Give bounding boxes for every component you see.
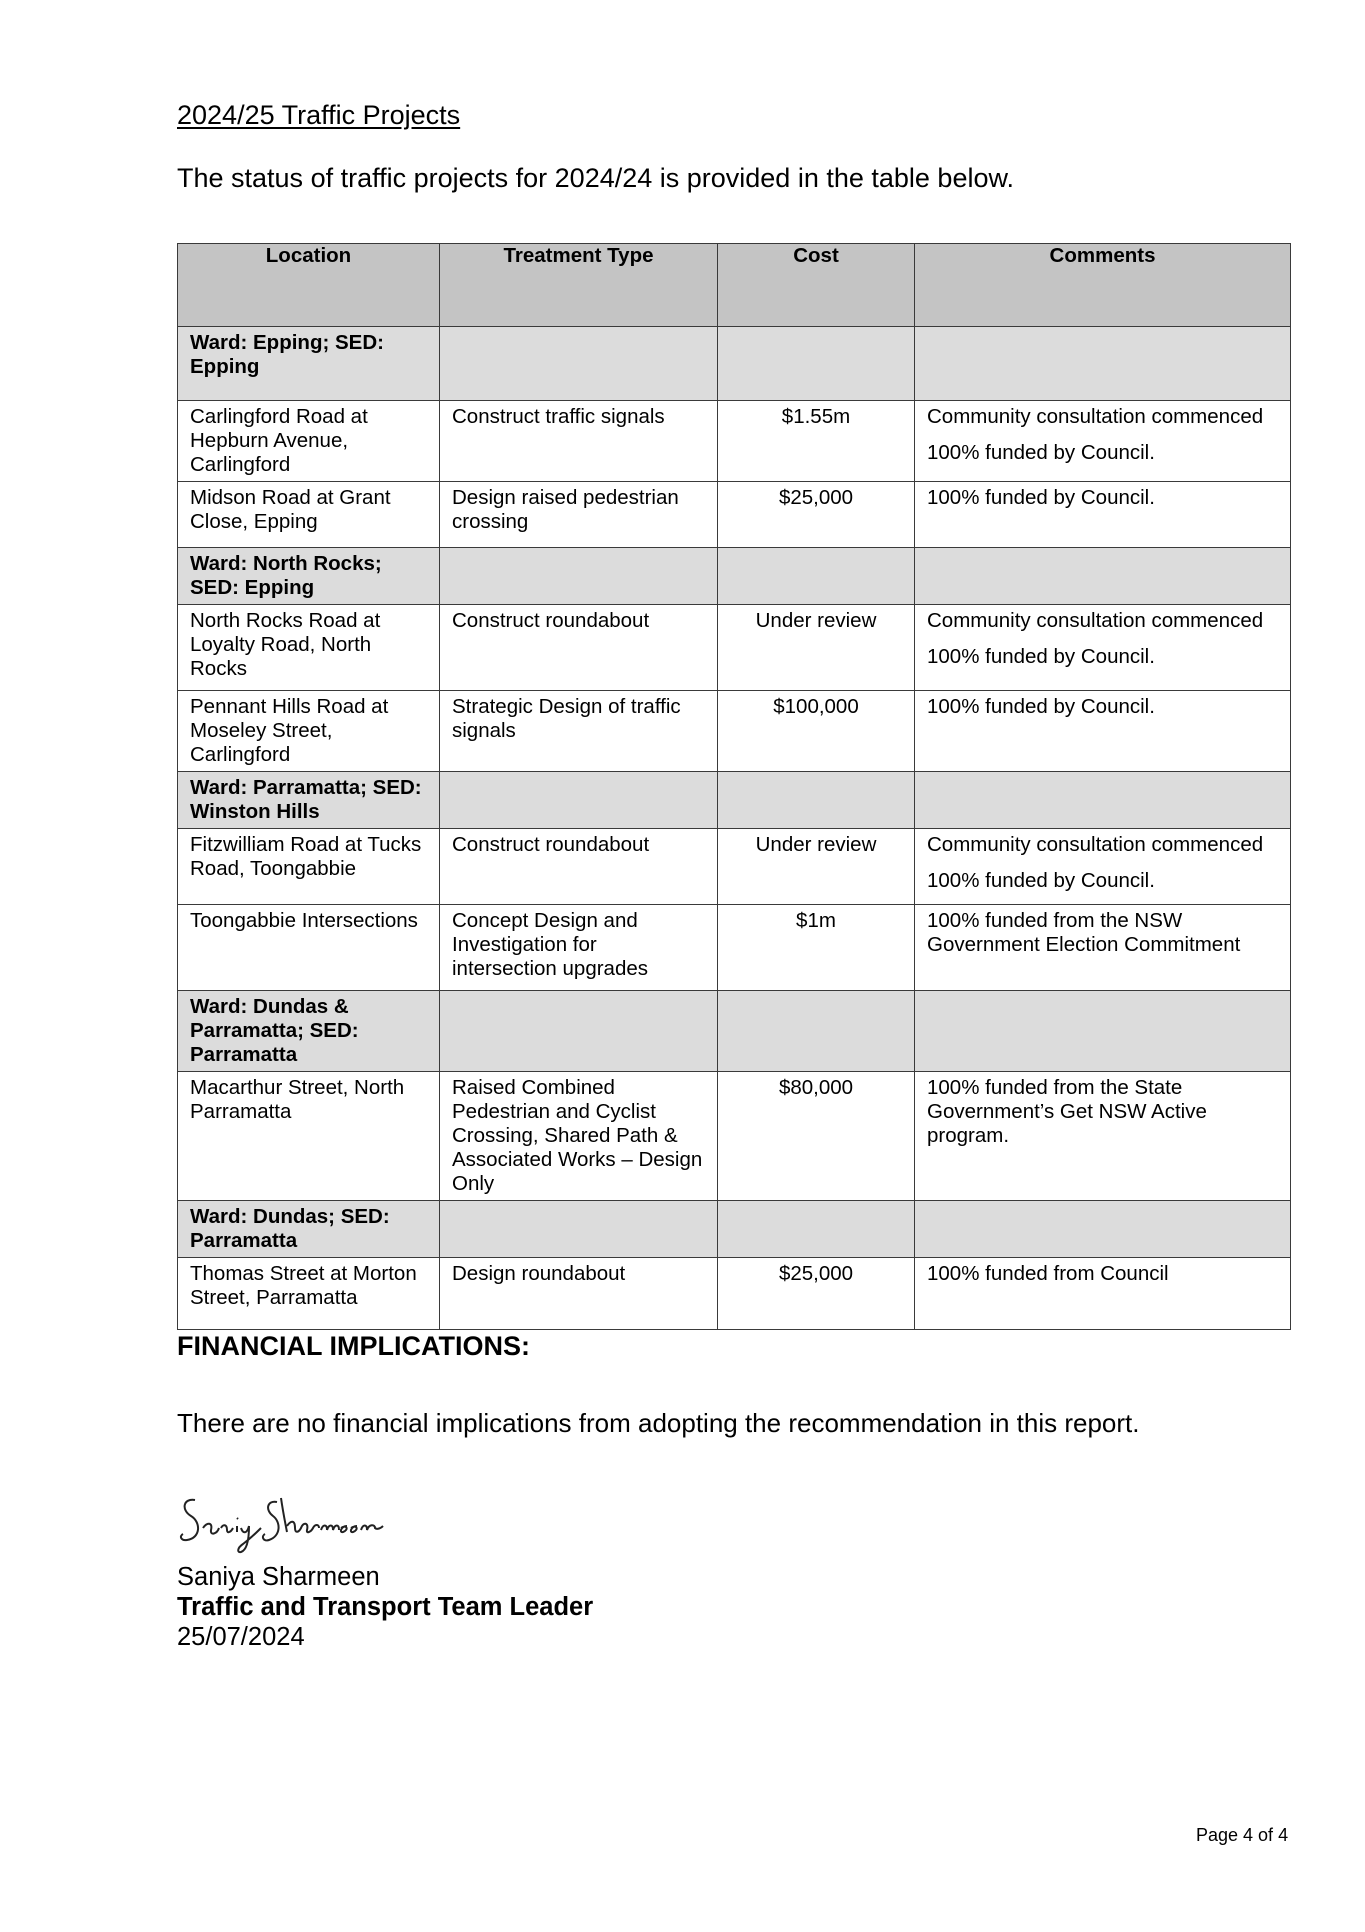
ward-row	[178, 991, 1291, 1072]
cell-cost: Under review	[718, 829, 915, 905]
cell-cost: $1.55m	[718, 401, 915, 482]
cell-comments	[915, 401, 1291, 482]
cell-cost: Under review	[718, 605, 915, 691]
ward-row	[178, 327, 1291, 401]
cell-location: North Rocks Road at Loyalty Road, North Rocks	[178, 605, 440, 691]
cell-treatment: Design raised pedestrian crossing	[440, 482, 718, 548]
comment-line: 100% funded from Council	[927, 1262, 1169, 1285]
signatory-title: Traffic and Transport Team Leader	[177, 1593, 594, 1621]
comment-line: 100% funded by Council.	[927, 695, 1155, 718]
comment-line: Community consultation commenced	[927, 609, 1264, 632]
ward-label: Ward: Dundas; SED: Parramatta	[178, 1201, 440, 1258]
cell-location: Thomas Street at Morton Street, Parramatta	[178, 1258, 440, 1330]
cell-comments	[915, 829, 1291, 905]
header-comments: Comments	[915, 244, 1291, 327]
ward-label: Ward: North Rocks; SED: Epping	[178, 548, 440, 605]
comment-line: 100% funded from the State Government’s Get NSW Active program.	[927, 1076, 1207, 1147]
table-row	[178, 905, 1291, 991]
signoff-date: 25/07/2024	[177, 1623, 305, 1651]
ward-label: Ward: Dundas & Parramatta; SED: Parramatta	[178, 991, 440, 1072]
cell-location: Fitzwilliam Road at Tucks Road, Toongabbie	[178, 829, 440, 905]
header-location: Location	[178, 244, 440, 327]
table-header-row	[178, 244, 1291, 327]
section-heading: 2024/25 Traffic Projects	[177, 100, 461, 130]
cell-comments	[915, 691, 1291, 772]
header-treatment-type: Treatment Type	[440, 244, 718, 327]
comment-line: Community consultation commenced	[927, 833, 1264, 856]
cell-treatment: Construct traffic signals	[440, 401, 718, 482]
handwritten-signature	[177, 1488, 397, 1558]
cell-comments	[915, 905, 1291, 991]
signatory-name: Saniya Sharmeen	[177, 1563, 380, 1591]
ward-label: Ward: Epping; SED: Epping	[178, 327, 440, 401]
table-row	[178, 1258, 1291, 1330]
cell-location: Pennant Hills Road at Moseley Street, Carlingford	[178, 691, 440, 772]
comment-line: Community consultation commenced	[927, 405, 1264, 428]
cell-location: Toongabbie Intersections	[178, 905, 440, 991]
financial-implications-text: There are no financial implications from adopting the recommendation in this report.	[177, 1408, 1140, 1438]
cell-treatment: Strategic Design of traffic signals	[440, 691, 718, 772]
traffic-projects-table	[177, 243, 1291, 1330]
table-row	[178, 1072, 1291, 1201]
ward-label: Ward: Parramatta; SED: Winston Hills	[178, 772, 440, 829]
comment-line: 100% funded by Council.	[927, 645, 1155, 668]
cell-treatment: Concept Design and Investigation for intersection upgrades	[440, 905, 718, 991]
signature-text: Saniya Sharmeen	[177, 1488, 185, 1489]
cell-treatment: Construct roundabout	[440, 605, 718, 691]
ward-row	[178, 772, 1291, 829]
table-row	[178, 401, 1291, 482]
cell-comments	[915, 1072, 1291, 1201]
cell-cost: $100,000	[718, 691, 915, 772]
table-row	[178, 482, 1291, 548]
cell-treatment: Raised Combined Pedestrian and Cyclist Crossing, Shared Path & Associated Works – Design Only	[440, 1072, 718, 1201]
cell-cost: $25,000	[718, 482, 915, 548]
cell-comments	[915, 1258, 1291, 1330]
cell-cost: $80,000	[718, 1072, 915, 1201]
cell-treatment: Design roundabout	[440, 1258, 718, 1330]
cell-comments	[915, 605, 1291, 691]
table-row	[178, 691, 1291, 772]
financial-implications-heading: FINANCIAL IMPLICATIONS:	[177, 1331, 530, 1361]
signoff-block	[177, 1562, 593, 1652]
ward-row	[178, 1201, 1291, 1258]
page-number: Page 4 of 4	[1196, 1825, 1289, 1845]
cell-cost: $25,000	[718, 1258, 915, 1330]
cell-cost: $1m	[718, 905, 915, 991]
table-row	[178, 829, 1291, 905]
comment-line: 100% funded by Council.	[927, 486, 1155, 509]
cell-treatment: Construct roundabout	[440, 829, 718, 905]
header-cost: Cost	[718, 244, 915, 327]
cell-location: Macarthur Street, North Parramatta	[178, 1072, 440, 1201]
comment-line: 100% funded by Council.	[927, 869, 1155, 892]
comment-line: 100% funded by Council.	[927, 441, 1155, 464]
table-row	[178, 605, 1291, 691]
cell-location: Midson Road at Grant Close, Epping	[178, 482, 440, 548]
cell-comments	[915, 482, 1291, 548]
ward-row	[178, 548, 1291, 605]
comment-line: 100% funded from the NSW Government Election Commitment	[927, 909, 1241, 956]
intro-paragraph: The status of traffic projects for 2024/24 is provided in the table below.	[177, 163, 1014, 193]
cell-location: Carlingford Road at Hepburn Avenue, Carlingford	[178, 401, 440, 482]
